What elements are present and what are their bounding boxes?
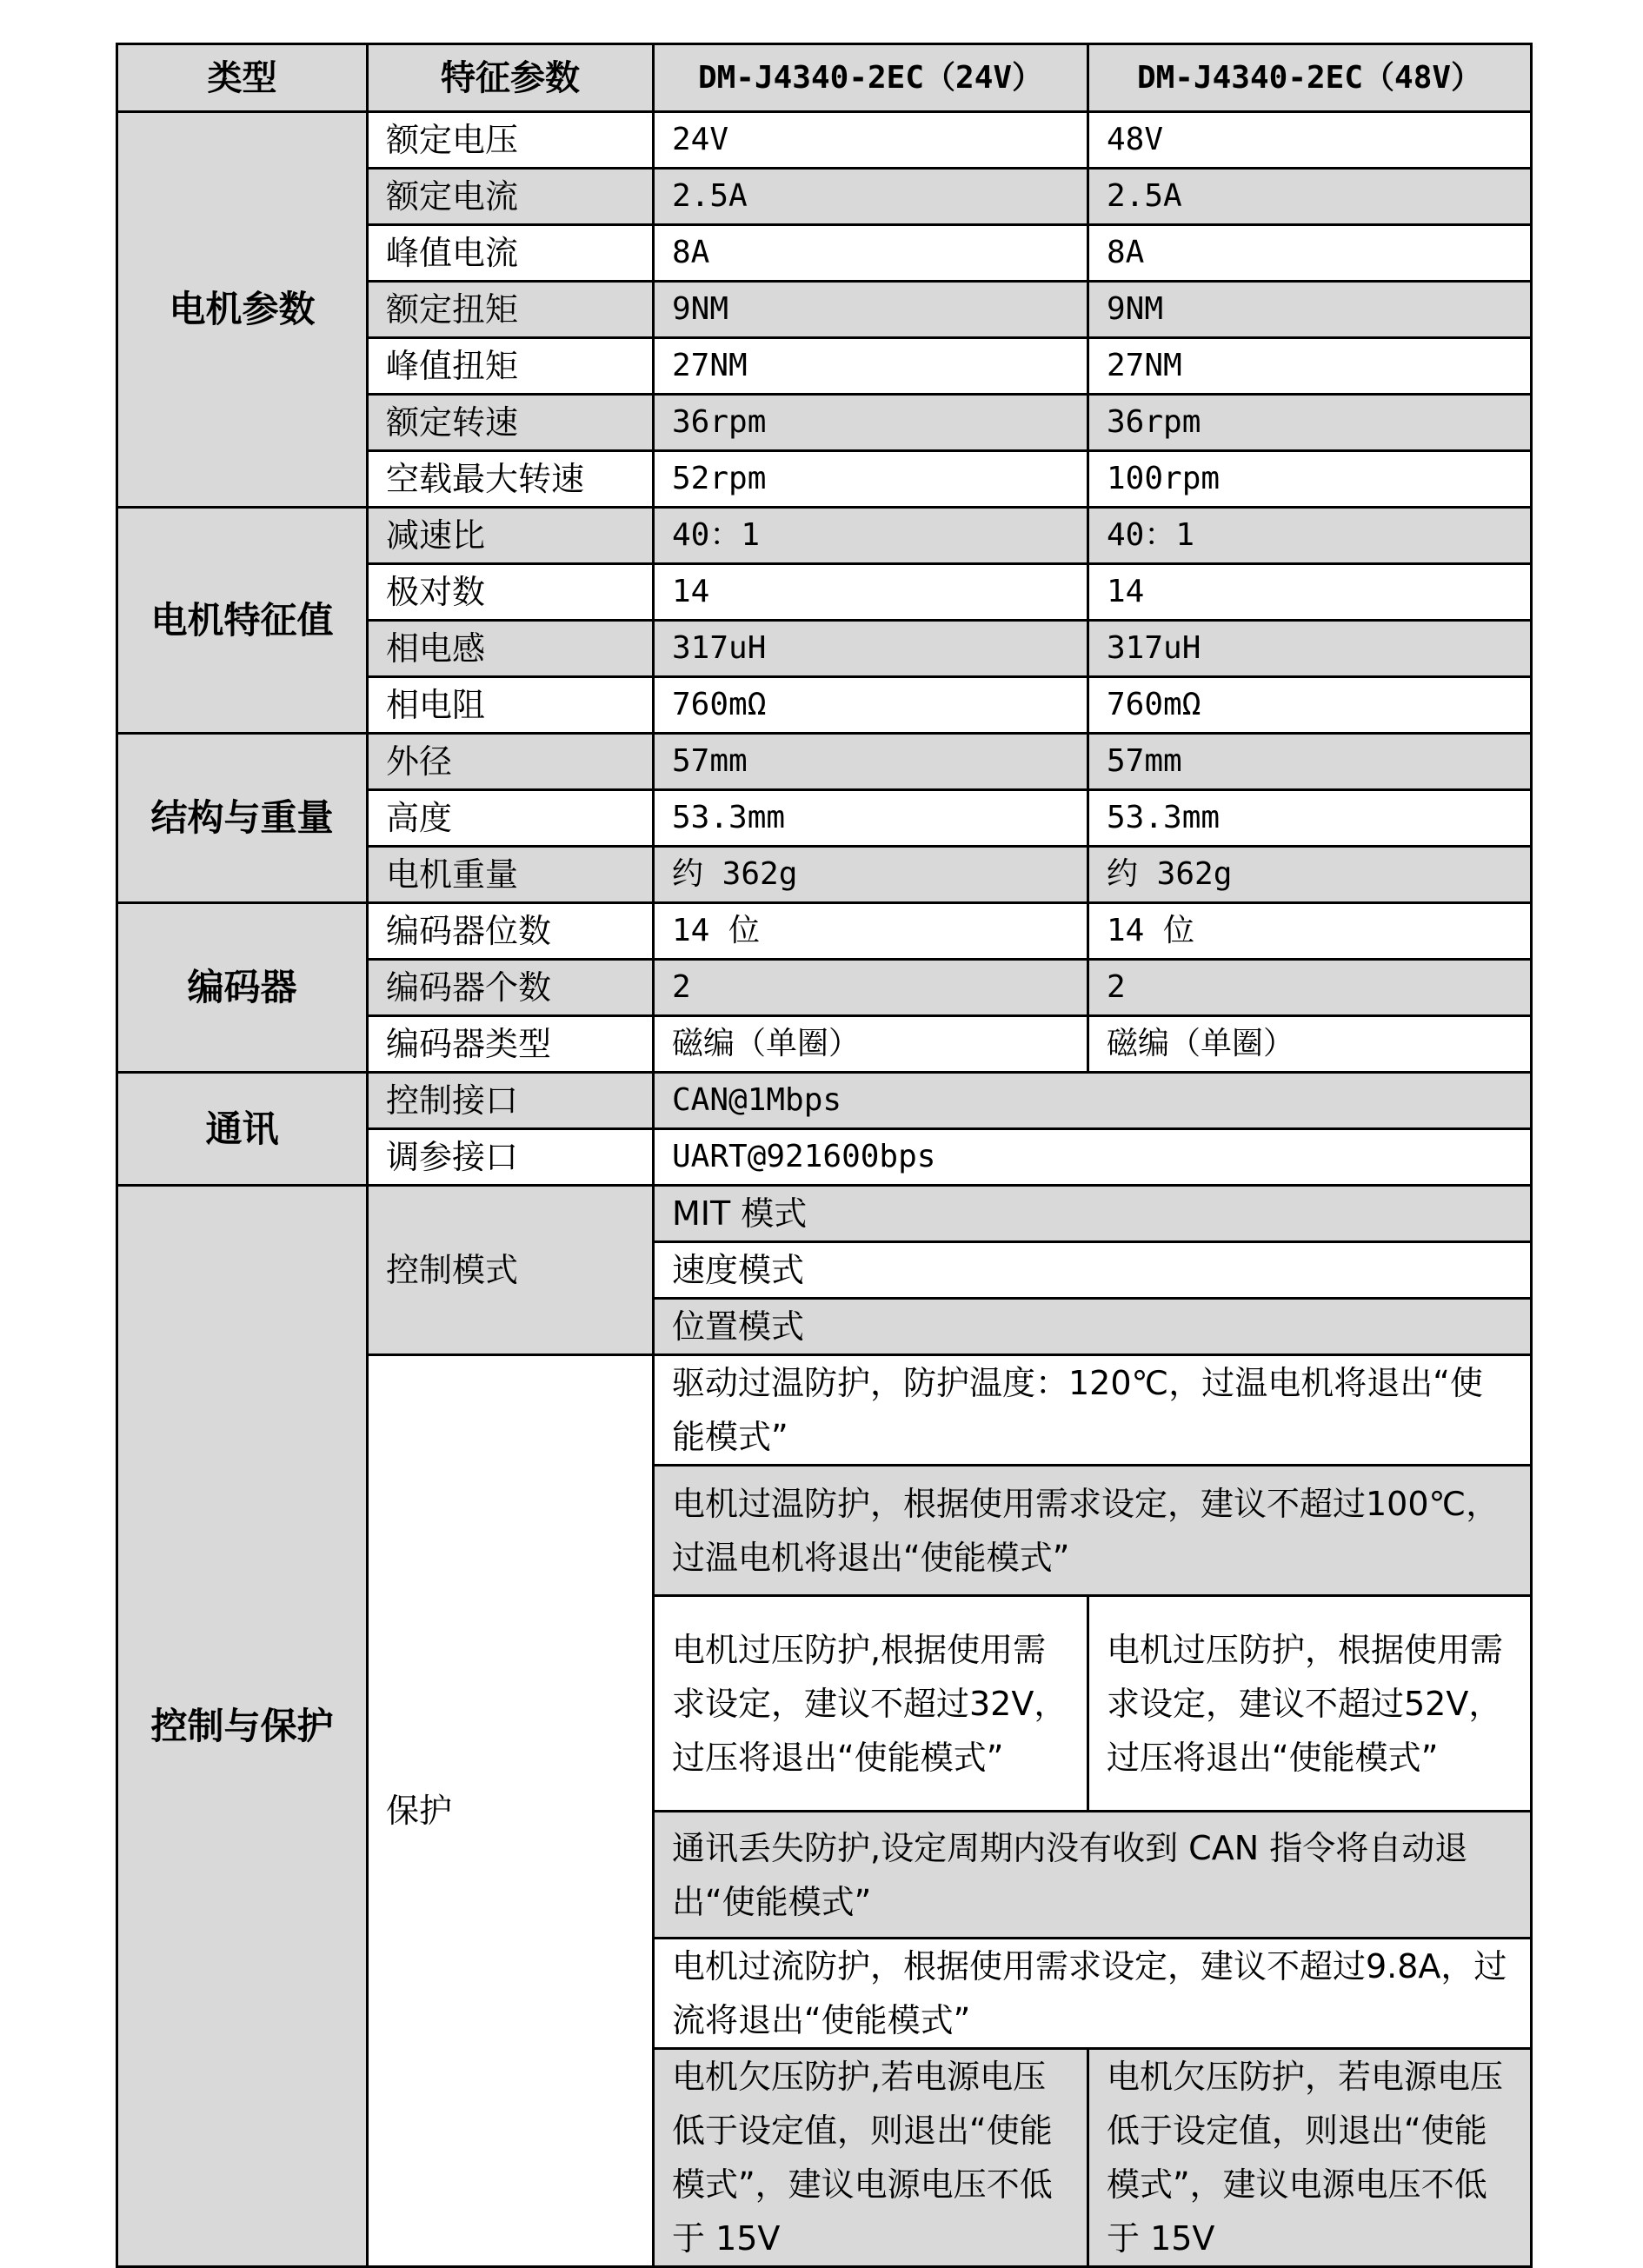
param-name: 控制接口	[368, 1073, 654, 1129]
header-model-24v: DM-J4340-2EC（24V）	[654, 44, 1088, 112]
value-24v: 14	[654, 564, 1088, 621]
value-24v: 317uH	[654, 621, 1088, 677]
table-row	[117, 508, 1532, 564]
protection-motor-overtemp: 电机过温防护，根据使用需求设定，建议不超过100℃，过温电机将退出“使能模式”	[654, 1466, 1532, 1596]
protection-undervolt-24v: 电机欠压防护,若电源电压低于设定值，则退出“使能模式”，建议电源电压不低于 15V	[654, 2049, 1088, 2267]
value-24v: 9NM	[654, 282, 1088, 338]
value-24v: 2	[654, 960, 1088, 1016]
value-24v: 约 362g	[654, 847, 1088, 903]
header-model-48v: DM-J4340-2EC（48V）	[1088, 44, 1532, 112]
value-24v: 8A	[654, 225, 1088, 282]
value-48v: 14	[1088, 564, 1532, 621]
protection-overcurrent: 电机过流防护，根据使用需求设定，建议不超过9.8A，过流将退出“使能模式”	[654, 1939, 1532, 2049]
value-24v: 24V	[654, 112, 1088, 169]
value-24v: 53.3mm	[654, 790, 1088, 847]
param-name: 调参接口	[368, 1129, 654, 1186]
protection-drive-overtemp: 驱动过温防护，防护温度：120℃，过温电机将退出“使能模式”	[654, 1355, 1532, 1466]
value-24v: 磁编（单圈）	[654, 1016, 1088, 1073]
value-24v: 40：1	[654, 508, 1088, 564]
value-48v: 40：1	[1088, 508, 1532, 564]
param-name: 电机重量	[368, 847, 654, 903]
protection-overvolt-48v: 电机过压防护，根据使用需求设定，建议不超过52V，过压将退出“使能模式”	[1088, 1596, 1532, 1812]
param-name: 空载最大转速	[368, 451, 654, 508]
value-48v: 2	[1088, 960, 1532, 1016]
value-24v: 52rpm	[654, 451, 1088, 508]
value-48v: 100rpm	[1088, 451, 1532, 508]
value-24v: 27NM	[654, 338, 1088, 395]
value-48v: 27NM	[1088, 338, 1532, 395]
category-structure: 结构与重量	[117, 734, 368, 903]
param-name: 减速比	[368, 508, 654, 564]
param-name: 额定电流	[368, 169, 654, 225]
header-row	[117, 44, 1532, 112]
value-24v: 57mm	[654, 734, 1088, 790]
category-encoder: 编码器	[117, 903, 368, 1073]
value-48v: 48V	[1088, 112, 1532, 169]
category-control: 控制与保护	[117, 1186, 368, 2267]
value-shared: UART@921600bps	[654, 1129, 1532, 1186]
value-shared: CAN@1Mbps	[654, 1073, 1532, 1129]
param-name: 峰值扭矩	[368, 338, 654, 395]
param-name: 编码器位数	[368, 903, 654, 960]
value-48v: 约 362g	[1088, 847, 1532, 903]
param-name: 额定电压	[368, 112, 654, 169]
value-48v: 8A	[1088, 225, 1532, 282]
value-48v: 2.5A	[1088, 169, 1532, 225]
protection-undervolt-48v: 电机欠压防护，若电源电压低于设定值，则退出“使能模式”，建议电源电压不低于 15V	[1088, 2049, 1532, 2267]
category-comm: 通讯	[117, 1073, 368, 1186]
value-48v: 9NM	[1088, 282, 1532, 338]
param-name: 额定扭矩	[368, 282, 654, 338]
control-mode-label: 控制模式	[368, 1186, 654, 1355]
param-name: 峰值电流	[368, 225, 654, 282]
table-row	[117, 112, 1532, 169]
spec-table	[116, 43, 1533, 2268]
header-type: 类型	[117, 44, 368, 112]
category-motor-params: 电机参数	[117, 112, 368, 508]
param-name: 相电阻	[368, 677, 654, 734]
table-row	[117, 903, 1532, 960]
protection-label: 保护	[368, 1355, 654, 2267]
value-48v: 14 位	[1088, 903, 1532, 960]
control-mode-item: MIT 模式	[654, 1186, 1532, 1242]
category-motor-char: 电机特征值	[117, 508, 368, 734]
control-mode-item: 速度模式	[654, 1242, 1532, 1299]
value-24v: 14 位	[654, 903, 1088, 960]
value-48v: 磁编（单圈）	[1088, 1016, 1532, 1073]
value-24v: 2.5A	[654, 169, 1088, 225]
value-24v: 36rpm	[654, 395, 1088, 451]
protection-overvolt-24v: 电机过压防护,根据使用需求设定，建议不超过32V，过压将退出“使能模式”	[654, 1596, 1088, 1812]
param-name: 编码器类型	[368, 1016, 654, 1073]
value-48v: 57mm	[1088, 734, 1532, 790]
control-mode-item: 位置模式	[654, 1299, 1532, 1355]
param-name: 外径	[368, 734, 654, 790]
value-48v: 36rpm	[1088, 395, 1532, 451]
header-param: 特征参数	[368, 44, 654, 112]
table-row	[117, 1073, 1532, 1129]
param-name: 额定转速	[368, 395, 654, 451]
value-48v: 317uH	[1088, 621, 1532, 677]
param-name: 高度	[368, 790, 654, 847]
value-48v: 53.3mm	[1088, 790, 1532, 847]
protection-comm-loss: 通讯丢失防护,设定周期内没有收到 CAN 指令将自动退出“使能模式”	[654, 1812, 1532, 1939]
value-48v: 760mΩ	[1088, 677, 1532, 734]
param-name: 极对数	[368, 564, 654, 621]
table-row	[117, 1186, 1532, 1242]
param-name: 相电感	[368, 621, 654, 677]
value-24v: 760mΩ	[654, 677, 1088, 734]
table-row	[117, 734, 1532, 790]
param-name: 编码器个数	[368, 960, 654, 1016]
